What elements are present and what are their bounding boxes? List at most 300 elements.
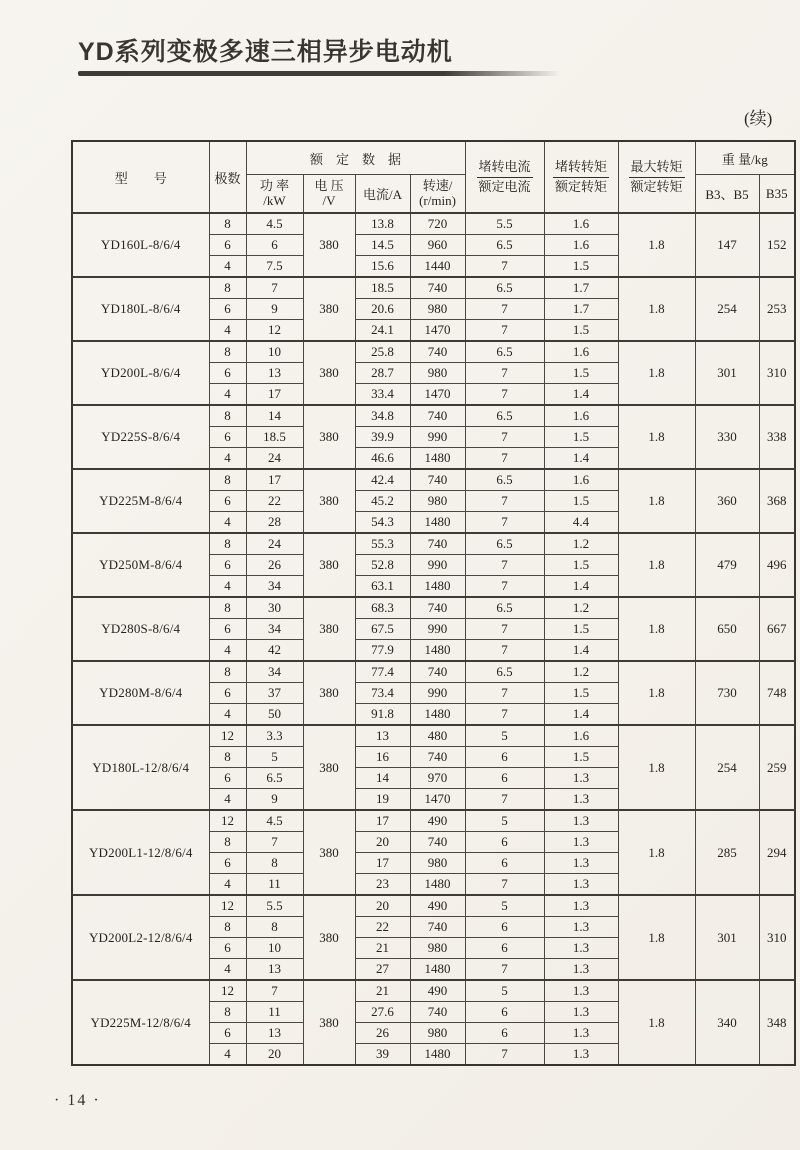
- fraction: [553, 159, 609, 196]
- cell-locked-rotor-torque: 1.3: [544, 810, 618, 832]
- cell-current: 68.3: [355, 597, 410, 619]
- cell-weight-b3b5: 330: [695, 405, 759, 469]
- cell-speed: 740: [410, 832, 465, 853]
- cell-locked-rotor-torque: 1.3: [544, 917, 618, 938]
- cell-speed: 740: [410, 1002, 465, 1023]
- cell-locked-rotor-torque: 1.5: [544, 491, 618, 512]
- cell-locked-rotor-torque: 1.3: [544, 874, 618, 896]
- cell-speed: 980: [410, 363, 465, 384]
- cell-locked-rotor-current: 6.5: [465, 405, 544, 427]
- cell-poles: 4: [209, 576, 246, 598]
- cell-power: 34: [246, 576, 303, 598]
- cell-current: 63.1: [355, 576, 410, 598]
- cell-current: 39.9: [355, 427, 410, 448]
- cell-speed: 1480: [410, 640, 465, 662]
- cell-power: 24: [246, 533, 303, 555]
- cell-poles: 8: [209, 213, 246, 235]
- cell-power: 37: [246, 683, 303, 704]
- cell-speed: 1470: [410, 320, 465, 342]
- cell-speed: 980: [410, 938, 465, 959]
- cell-locked-rotor-torque: 1.2: [544, 661, 618, 683]
- cell-speed: 980: [410, 299, 465, 320]
- cell-poles: 6: [209, 683, 246, 704]
- cell-locked-rotor-current: 7: [465, 512, 544, 534]
- cell-current: 73.4: [355, 683, 410, 704]
- cell-locked-rotor-current: 7: [465, 555, 544, 576]
- cell-poles: 4: [209, 448, 246, 470]
- header-power-line1: 功 率: [259, 177, 290, 193]
- cell-locked-rotor-current: 6: [465, 917, 544, 938]
- cell-poles: 6: [209, 235, 246, 256]
- header-power-line2: /kW: [263, 192, 286, 208]
- cell-poles: 8: [209, 405, 246, 427]
- cell-locked-rotor-current: 6: [465, 832, 544, 853]
- cell-power: 26: [246, 555, 303, 576]
- cell-poles: 4: [209, 874, 246, 896]
- cell-power: 30: [246, 597, 303, 619]
- header-power: [246, 175, 303, 214]
- cell-power: 5: [246, 747, 303, 768]
- table-row: [72, 597, 795, 619]
- header-voltage-line2: /V: [322, 192, 336, 208]
- motor-spec-table-wrap: [71, 140, 796, 1066]
- cell-model: YD225M-8/6/4: [72, 469, 209, 533]
- cell-max-torque: 1.8: [618, 980, 695, 1065]
- cell-locked-rotor-current: 7: [465, 874, 544, 896]
- cell-power: 10: [246, 341, 303, 363]
- cell-voltage: 380: [303, 533, 355, 597]
- cell-current: 24.1: [355, 320, 410, 342]
- cell-poles: 6: [209, 491, 246, 512]
- cell-max-torque: 1.8: [618, 810, 695, 895]
- cell-current: 20.6: [355, 299, 410, 320]
- table-row: [72, 661, 795, 683]
- cell-current: 28.7: [355, 363, 410, 384]
- cell-weight-b35: 368: [759, 469, 795, 533]
- cell-locked-rotor-torque: 1.5: [544, 683, 618, 704]
- cell-locked-rotor-torque: 1.6: [544, 469, 618, 491]
- cell-current: 21: [355, 938, 410, 959]
- cell-current: 15.6: [355, 256, 410, 278]
- cell-speed: 740: [410, 747, 465, 768]
- header-mount-b35: B35: [759, 175, 795, 214]
- cell-poles: 8: [209, 469, 246, 491]
- cell-locked-rotor-torque: 1.5: [544, 427, 618, 448]
- table-row: [72, 895, 795, 917]
- cell-current: 14: [355, 768, 410, 789]
- cell-current: 27: [355, 959, 410, 981]
- cell-weight-b3b5: 254: [695, 277, 759, 341]
- cell-power: 7: [246, 277, 303, 299]
- cell-current: 77.9: [355, 640, 410, 662]
- cell-power: 18.5: [246, 427, 303, 448]
- cell-locked-rotor-torque: 1.7: [544, 277, 618, 299]
- cell-power: 11: [246, 1002, 303, 1023]
- cell-speed: 480: [410, 725, 465, 747]
- cell-poles: 6: [209, 619, 246, 640]
- cell-weight-b35: 294: [759, 810, 795, 895]
- cell-current: 55.3: [355, 533, 410, 555]
- cell-current: 67.5: [355, 619, 410, 640]
- cell-power: 17: [246, 469, 303, 491]
- cell-voltage: 380: [303, 810, 355, 895]
- cell-locked-rotor-current: 6: [465, 1002, 544, 1023]
- cell-power: 14: [246, 405, 303, 427]
- cell-weight-b3b5: 147: [695, 213, 759, 277]
- cell-speed: 990: [410, 619, 465, 640]
- cell-poles: 8: [209, 597, 246, 619]
- motor-spec-table: [71, 140, 796, 1066]
- cell-poles: 8: [209, 917, 246, 938]
- cell-weight-b35: 348: [759, 980, 795, 1065]
- cell-locked-rotor-current: 7: [465, 384, 544, 406]
- cell-current: 26: [355, 1023, 410, 1044]
- cell-speed: 980: [410, 1023, 465, 1044]
- cell-power: 22: [246, 491, 303, 512]
- cell-power: 8: [246, 853, 303, 874]
- cell-voltage: 380: [303, 213, 355, 277]
- cell-locked-rotor-current: 7: [465, 320, 544, 342]
- cell-poles: 8: [209, 832, 246, 853]
- cell-voltage: 380: [303, 661, 355, 725]
- cell-current: 22: [355, 917, 410, 938]
- cell-locked-rotor-torque: 1.5: [544, 256, 618, 278]
- cell-poles: 12: [209, 895, 246, 917]
- cell-locked-rotor-current: 7: [465, 491, 544, 512]
- cell-model: YD180L-8/6/4: [72, 277, 209, 341]
- cell-locked-rotor-current: 5.5: [465, 213, 544, 235]
- cell-voltage: 380: [303, 405, 355, 469]
- cell-locked-rotor-current: 5: [465, 810, 544, 832]
- cell-voltage: 380: [303, 277, 355, 341]
- cell-locked-rotor-current: 5: [465, 895, 544, 917]
- cell-power: 24: [246, 448, 303, 470]
- cell-locked-rotor-current: 7: [465, 1044, 544, 1066]
- table-row: [72, 213, 795, 235]
- cell-speed: 740: [410, 661, 465, 683]
- cell-model: YD200L-8/6/4: [72, 341, 209, 405]
- cell-current: 13.8: [355, 213, 410, 235]
- cell-model: YD280M-8/6/4: [72, 661, 209, 725]
- cell-locked-rotor-torque: 1.6: [544, 235, 618, 256]
- header-speed: [410, 175, 465, 214]
- cell-speed: 980: [410, 853, 465, 874]
- cell-speed: 1470: [410, 384, 465, 406]
- cell-locked-rotor-current: 6.5: [465, 277, 544, 299]
- cell-current: 54.3: [355, 512, 410, 534]
- cell-locked-rotor-torque: 1.4: [544, 448, 618, 470]
- cell-locked-rotor-torque: 1.6: [544, 341, 618, 363]
- header-rated-data: 额 定 数 据: [246, 141, 465, 175]
- header-poles: 极数: [209, 141, 246, 213]
- cell-poles: 4: [209, 256, 246, 278]
- cell-locked-rotor-current: 6.5: [465, 235, 544, 256]
- fraction-denominator: 额定电流: [478, 178, 531, 194]
- cell-power: 13: [246, 959, 303, 981]
- cell-poles: 12: [209, 980, 246, 1002]
- cell-current: 23: [355, 874, 410, 896]
- cell-current: 42.4: [355, 469, 410, 491]
- cell-locked-rotor-current: 6: [465, 853, 544, 874]
- cell-model: YD250M-8/6/4: [72, 533, 209, 597]
- cell-max-torque: 1.8: [618, 661, 695, 725]
- cell-current: 25.8: [355, 341, 410, 363]
- cell-voltage: 380: [303, 597, 355, 661]
- cell-poles: 4: [209, 640, 246, 662]
- cell-locked-rotor-torque: 1.7: [544, 299, 618, 320]
- cell-power: 5.5: [246, 895, 303, 917]
- cell-speed: 960: [410, 235, 465, 256]
- cell-locked-rotor-current: 6.5: [465, 533, 544, 555]
- cell-poles: 4: [209, 959, 246, 981]
- header-speed-line1: 转速/: [422, 177, 453, 193]
- cell-weight-b35: 259: [759, 725, 795, 810]
- cell-power: 7: [246, 832, 303, 853]
- cell-poles: 12: [209, 810, 246, 832]
- fraction: [629, 159, 685, 196]
- cell-locked-rotor-current: 6: [465, 938, 544, 959]
- cell-speed: 990: [410, 555, 465, 576]
- cell-current: 34.8: [355, 405, 410, 427]
- cell-poles: 6: [209, 555, 246, 576]
- cell-model: YD225S-8/6/4: [72, 405, 209, 469]
- cell-poles: 12: [209, 725, 246, 747]
- fraction-numerator: 堵转转矩: [553, 159, 609, 178]
- cell-current: 16: [355, 747, 410, 768]
- cell-speed: 740: [410, 469, 465, 491]
- cell-poles: 8: [209, 277, 246, 299]
- cell-locked-rotor-current: 7: [465, 959, 544, 981]
- cell-locked-rotor-torque: 1.6: [544, 213, 618, 235]
- cell-locked-rotor-torque: 1.4: [544, 640, 618, 662]
- cell-model: YD225M-12/8/6/4: [72, 980, 209, 1065]
- cell-locked-rotor-current: 5: [465, 980, 544, 1002]
- cell-weight-b35: 748: [759, 661, 795, 725]
- cell-model: YD160L-8/6/4: [72, 213, 209, 277]
- cell-max-torque: 1.8: [618, 341, 695, 405]
- cell-speed: 740: [410, 533, 465, 555]
- cell-speed: 740: [410, 917, 465, 938]
- header-locked-rotor-current-ratio: [465, 141, 544, 213]
- cell-speed: 990: [410, 683, 465, 704]
- cell-locked-rotor-torque: 1.3: [544, 832, 618, 853]
- cell-poles: 8: [209, 341, 246, 363]
- cell-speed: 740: [410, 277, 465, 299]
- cell-weight-b3b5: 254: [695, 725, 759, 810]
- table-row: [72, 277, 795, 299]
- cell-power: 13: [246, 1023, 303, 1044]
- cell-current: 20: [355, 832, 410, 853]
- cell-weight-b3b5: 730: [695, 661, 759, 725]
- header-mount-b3b5: B3、B5: [695, 175, 759, 214]
- cell-power: 8: [246, 917, 303, 938]
- cell-poles: 8: [209, 747, 246, 768]
- cell-poles: 4: [209, 512, 246, 534]
- cell-locked-rotor-current: 7: [465, 299, 544, 320]
- cell-poles: 8: [209, 533, 246, 555]
- cell-voltage: 380: [303, 341, 355, 405]
- cell-locked-rotor-torque: 1.4: [544, 576, 618, 598]
- cell-speed: 740: [410, 405, 465, 427]
- table-row: [72, 810, 795, 832]
- cell-current: 21: [355, 980, 410, 1002]
- fraction-numerator: 堵转电流: [477, 159, 533, 178]
- cell-max-torque: 1.8: [618, 597, 695, 661]
- cell-current: 33.4: [355, 384, 410, 406]
- cell-speed: 1480: [410, 576, 465, 598]
- cell-power: 9: [246, 299, 303, 320]
- cell-speed: 490: [410, 810, 465, 832]
- cell-locked-rotor-torque: 1.3: [544, 895, 618, 917]
- cell-weight-b3b5: 340: [695, 980, 759, 1065]
- cell-locked-rotor-current: 7: [465, 619, 544, 640]
- cell-locked-rotor-current: 7: [465, 363, 544, 384]
- cell-locked-rotor-current: 7: [465, 789, 544, 811]
- cell-speed: 1470: [410, 789, 465, 811]
- cell-current: 17: [355, 853, 410, 874]
- cell-locked-rotor-torque: 1.5: [544, 619, 618, 640]
- cell-current: 91.8: [355, 704, 410, 726]
- cell-power: 42: [246, 640, 303, 662]
- cell-power: 13: [246, 363, 303, 384]
- cell-locked-rotor-current: 7: [465, 256, 544, 278]
- cell-locked-rotor-torque: 1.3: [544, 1023, 618, 1044]
- cell-locked-rotor-current: 6.5: [465, 597, 544, 619]
- cell-speed: 1480: [410, 959, 465, 981]
- cell-power: 6: [246, 235, 303, 256]
- cell-power: 20: [246, 1044, 303, 1066]
- cell-poles: 4: [209, 789, 246, 811]
- cell-locked-rotor-current: 7: [465, 427, 544, 448]
- cell-locked-rotor-current: 6: [465, 1023, 544, 1044]
- cell-poles: 6: [209, 938, 246, 959]
- cell-power: 17: [246, 384, 303, 406]
- cell-locked-rotor-torque: 1.3: [544, 1044, 618, 1066]
- cell-current: 17: [355, 810, 410, 832]
- title-underline: [78, 71, 560, 76]
- cell-power: 11: [246, 874, 303, 896]
- cell-weight-b35: 496: [759, 533, 795, 597]
- cell-locked-rotor-torque: 1.3: [544, 789, 618, 811]
- cell-power: 12: [246, 320, 303, 342]
- table-row: [72, 341, 795, 363]
- cell-speed: 980: [410, 491, 465, 512]
- cell-locked-rotor-torque: 1.4: [544, 384, 618, 406]
- cell-locked-rotor-torque: 1.4: [544, 704, 618, 726]
- header-voltage: [303, 175, 355, 214]
- cell-power: 50: [246, 704, 303, 726]
- cell-locked-rotor-current: 6: [465, 768, 544, 789]
- cell-poles: 4: [209, 384, 246, 406]
- cell-max-torque: 1.8: [618, 533, 695, 597]
- cell-speed: 970: [410, 768, 465, 789]
- cell-locked-rotor-current: 7: [465, 704, 544, 726]
- header-current: 电流/A: [355, 175, 410, 214]
- cell-locked-rotor-torque: 4.4: [544, 512, 618, 534]
- cell-current: 52.8: [355, 555, 410, 576]
- cell-max-torque: 1.8: [618, 469, 695, 533]
- cell-weight-b3b5: 360: [695, 469, 759, 533]
- cell-locked-rotor-torque: 1.5: [544, 555, 618, 576]
- cell-poles: 6: [209, 299, 246, 320]
- page-number: · 14 ·: [54, 1092, 101, 1109]
- cell-current: 18.5: [355, 277, 410, 299]
- cell-locked-rotor-torque: 1.6: [544, 725, 618, 747]
- cell-current: 27.6: [355, 1002, 410, 1023]
- table-row: [72, 725, 795, 747]
- cell-current: 20: [355, 895, 410, 917]
- cell-max-torque: 1.8: [618, 725, 695, 810]
- cell-max-torque: 1.8: [618, 213, 695, 277]
- table-row: [72, 533, 795, 555]
- cell-power: 6.5: [246, 768, 303, 789]
- cell-locked-rotor-torque: 1.2: [544, 597, 618, 619]
- cell-speed: 490: [410, 980, 465, 1002]
- cell-locked-rotor-torque: 1.3: [544, 853, 618, 874]
- cell-model: YD200L1-12/8/6/4: [72, 810, 209, 895]
- cell-speed: 1480: [410, 704, 465, 726]
- cell-model: YD200L2-12/8/6/4: [72, 895, 209, 980]
- cell-locked-rotor-torque: 1.5: [544, 363, 618, 384]
- cell-power: 28: [246, 512, 303, 534]
- cell-poles: 4: [209, 1044, 246, 1066]
- cell-poles: 6: [209, 853, 246, 874]
- cell-voltage: 380: [303, 895, 355, 980]
- header-weight: 重 量/kg: [695, 141, 795, 175]
- cell-speed: 490: [410, 895, 465, 917]
- cell-current: 46.6: [355, 448, 410, 470]
- cell-locked-rotor-torque: 1.3: [544, 980, 618, 1002]
- table-row: [72, 469, 795, 491]
- cell-speed: 740: [410, 341, 465, 363]
- cell-weight-b3b5: 650: [695, 597, 759, 661]
- cell-locked-rotor-current: 7: [465, 683, 544, 704]
- spec-table-body: [72, 213, 795, 1065]
- cell-voltage: 380: [303, 469, 355, 533]
- cell-power: 7: [246, 980, 303, 1002]
- header-speed-line2: (r/min): [419, 192, 456, 208]
- fraction-denominator: 额定转矩: [630, 178, 683, 194]
- cell-power: 9: [246, 789, 303, 811]
- cell-locked-rotor-current: 6.5: [465, 469, 544, 491]
- cell-locked-rotor-torque: 1.2: [544, 533, 618, 555]
- cell-weight-b35: 152: [759, 213, 795, 277]
- cell-power: 34: [246, 661, 303, 683]
- continued-marker: (续): [744, 109, 773, 128]
- cell-power: 4.5: [246, 810, 303, 832]
- cell-locked-rotor-torque: 1.5: [544, 320, 618, 342]
- table-row: [72, 405, 795, 427]
- cell-locked-rotor-torque: 1.3: [544, 938, 618, 959]
- cell-model: YD280S-8/6/4: [72, 597, 209, 661]
- cell-current: 77.4: [355, 661, 410, 683]
- cell-locked-rotor-current: 7: [465, 448, 544, 470]
- cell-weight-b35: 667: [759, 597, 795, 661]
- table-header: [72, 141, 795, 213]
- header-voltage-line1: 电 压: [314, 177, 344, 193]
- cell-weight-b3b5: 301: [695, 341, 759, 405]
- header-model: 型 号: [72, 141, 209, 213]
- cell-power: 4.5: [246, 213, 303, 235]
- cell-speed: 1480: [410, 874, 465, 896]
- cell-weight-b35: 253: [759, 277, 795, 341]
- cell-current: 45.2: [355, 491, 410, 512]
- cell-poles: 6: [209, 1023, 246, 1044]
- fraction: [477, 159, 533, 196]
- cell-poles: 4: [209, 320, 246, 342]
- cell-poles: 8: [209, 1002, 246, 1023]
- cell-max-torque: 1.8: [618, 277, 695, 341]
